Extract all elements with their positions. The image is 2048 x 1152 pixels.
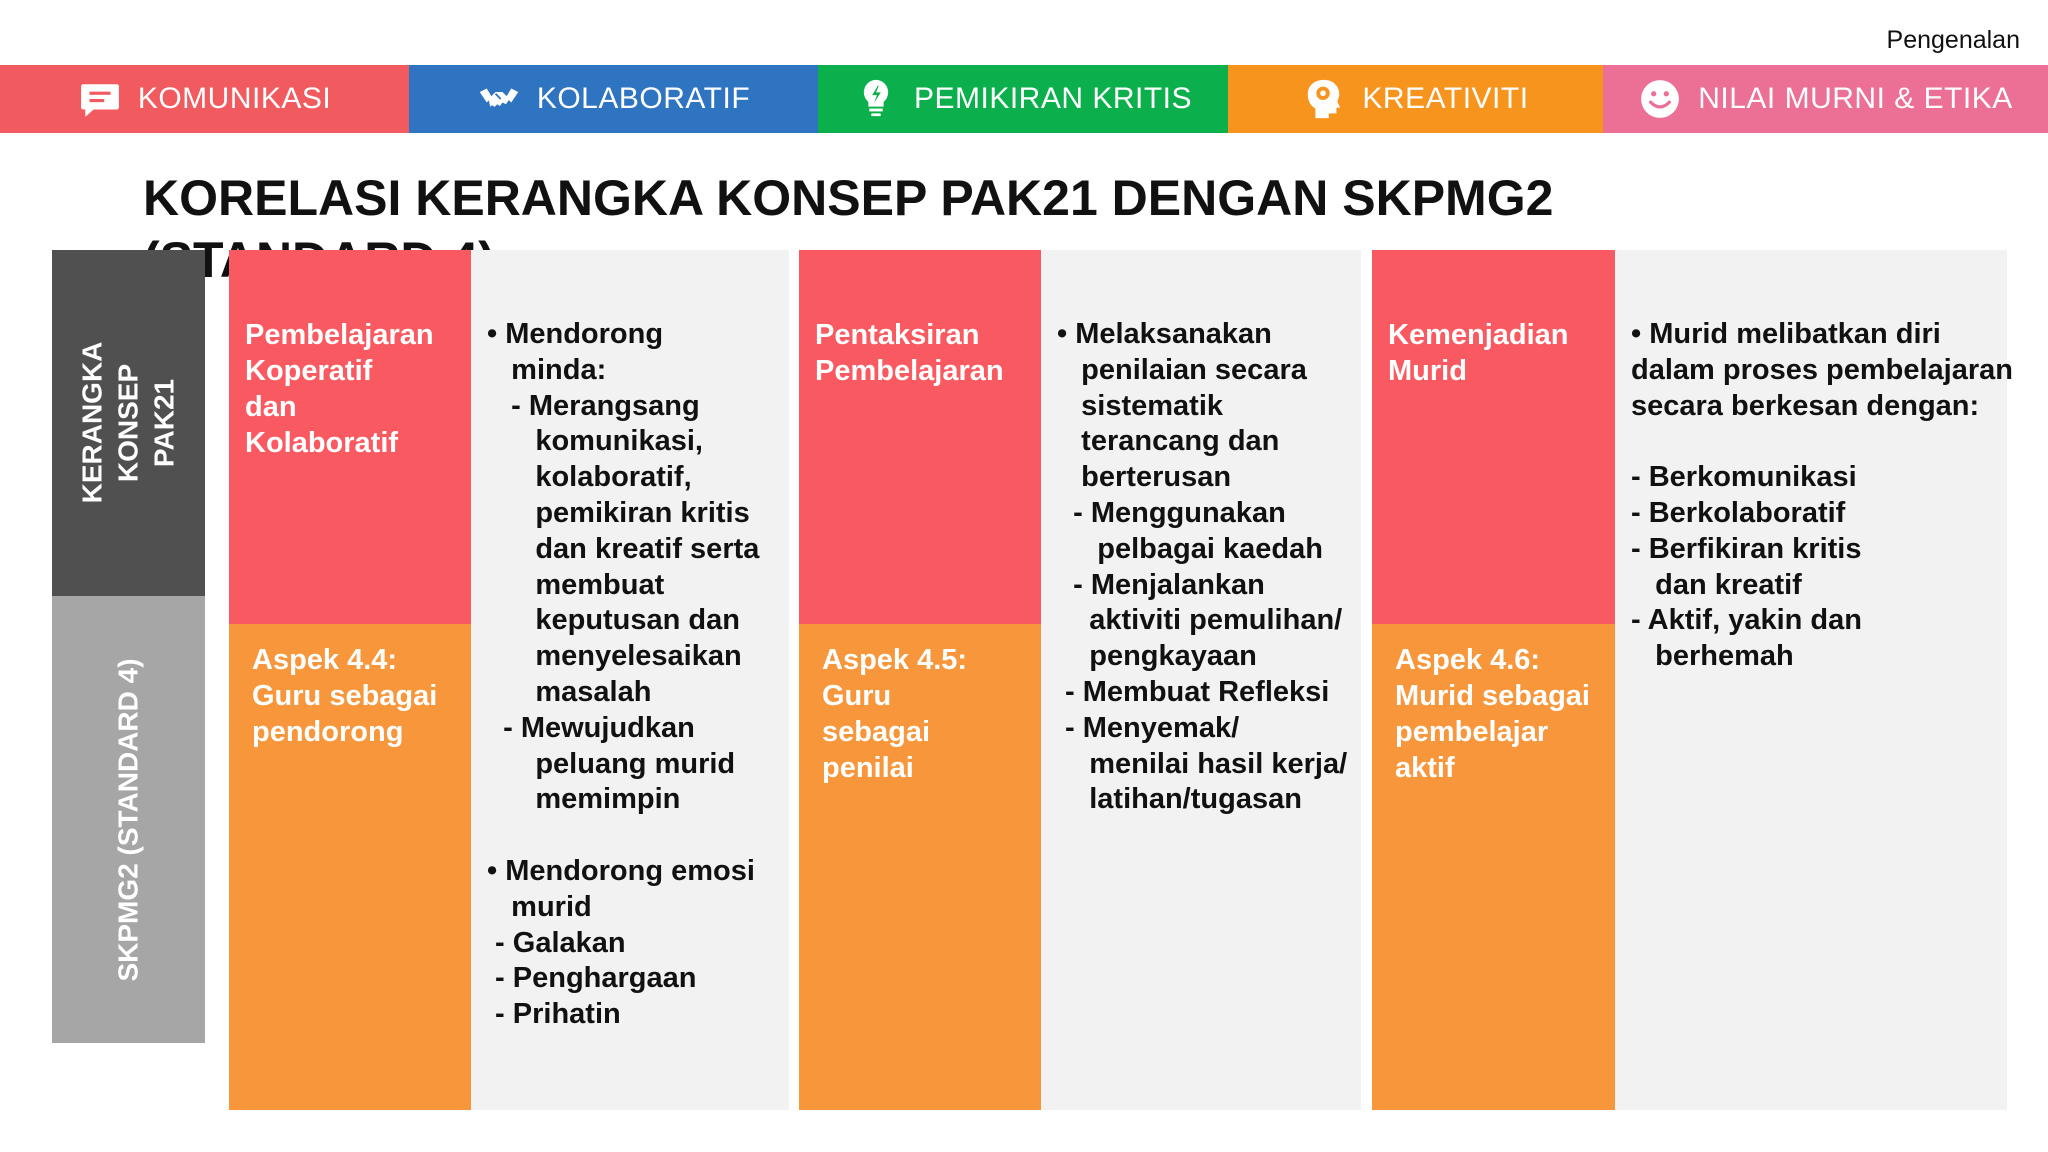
pak21-cell <box>229 250 471 624</box>
tab-label: KOMUNIKASI <box>137 82 332 115</box>
handshake-icon <box>477 77 521 121</box>
head-gear-icon <box>1302 77 1346 121</box>
description-text: • Murid melibatkan diri dalam proses pembelajaran secara berkesan dengan: - Berkomunikasi - Berkolaboratif - Berfikiran kritis dan kreatif - Aktif, yakin dan berhemah <box>1631 318 2013 673</box>
description-text: • Mendorong minda: - Merangsang komunikasi, kolaboratif, pemikiran kritis dan kreatif serta membuat keputusan dan menyelesaikan masalah - Mewujudkan peluang murid memimpin • Mendorong emosi murid - Galakan - Penghargaan - Prihatin <box>487 318 760 1031</box>
skpmg-aspect: Aspek 4.6: Murid sebagai pembelajar aktif <box>1395 644 1590 784</box>
smiley-icon <box>1638 77 1682 121</box>
skpmg-cell <box>1372 624 1615 1110</box>
pak21-concept: Kemenjadian Murid <box>1388 319 1569 387</box>
tab-pemikiran-kritis[interactable] <box>818 65 1228 133</box>
pak21-cell <box>1372 250 1615 624</box>
skpmg-aspect: Aspek 4.4: Guru sebagai pendorong <box>252 644 438 748</box>
row-label-text: SKPMG2 (STANDARD 4) <box>112 657 144 982</box>
description-text: • Melaksanakan penilaian secara sistematik terancang dan berterusan - Menggunakan pelbagai kaedah - Menjalankan aktiviti pemulihan/ pengkayaan - Membuat Refleksi - Menyemak/ menilai hasil kerja/ latihan/tugasan <box>1057 318 1348 816</box>
tab-label: NILAI MURNI & ETIKA <box>1698 82 2013 115</box>
tab-kreativiti[interactable] <box>1228 65 1603 133</box>
tab-label: KREATIVITI <box>1362 82 1529 115</box>
tab-kolaboratif[interactable] <box>409 65 818 133</box>
skpmg-aspect: Aspek 4.5: Guru sebagai penilai <box>822 644 968 784</box>
lightbulb-icon <box>854 77 898 121</box>
description-panel <box>1041 250 1361 1110</box>
section-label: Pengenalan <box>1886 26 2020 54</box>
description-panel <box>471 250 789 1110</box>
pak21-concept: Pembelajaran Koperatif dan Kolaboratif <box>245 319 434 459</box>
page-title-continuation <box>143 228 495 251</box>
top-navigation-bar <box>0 65 2048 133</box>
skpmg-cell <box>799 624 1041 1110</box>
row-label-skpmg2 <box>52 596 205 1043</box>
tab-label: PEMIKIRAN KRITIS <box>913 82 1193 115</box>
tab-komunikasi[interactable] <box>0 65 409 133</box>
skpmg-cell <box>229 624 471 1110</box>
pak21-cell <box>799 250 1041 624</box>
tab-nilai-murni-etika[interactable] <box>1603 65 2048 133</box>
description-panel <box>1615 250 2013 1110</box>
row-label-kerangka-konsep <box>52 250 205 596</box>
pak21-concept: Pentaksiran Pembelajaran <box>815 319 1004 387</box>
tab-label: KOLABORATIF <box>536 82 751 115</box>
row-label-text: KERANGKA KONSEP PAK21 <box>76 341 180 504</box>
chat-icon <box>78 77 122 121</box>
page-title: KORELASI KERANGKA KONSEP PAK21 DENGAN SKPMG2 <box>143 170 1554 226</box>
